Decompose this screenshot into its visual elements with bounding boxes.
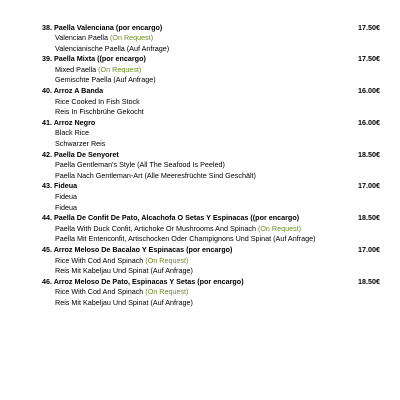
item-translation [0, 224, 400, 235]
item-name: 43. Fideua [42, 181, 78, 191]
translation-text: Reis Mit Kabeljau Und Spinat (Auf Anfrage) [55, 266, 193, 276]
item-translation [0, 192, 400, 203]
item-price: 16.00€ [358, 117, 380, 127]
translation-text: Mixed Paella [55, 64, 99, 74]
translation-text: Paella Mit Entenconfit, Artischocken Oder Champignons Und Spinat (Auf Anfrage) [55, 234, 316, 244]
item-price: 18.50€ [358, 276, 380, 286]
item-translation [0, 266, 400, 277]
translation-text: Reis In Fischbrühe Gekocht [55, 107, 144, 117]
menu-item [0, 54, 400, 86]
item-translation [0, 128, 400, 139]
item-price: 16.00€ [358, 86, 380, 96]
item-price: 18.50€ [358, 213, 380, 223]
menu-item [0, 23, 400, 55]
item-name: 45. Arroz Meloso De Bacalao Y Espinacas (por encargo) [42, 244, 233, 254]
item-price: 18.50€ [358, 149, 380, 159]
item-translation [0, 287, 400, 298]
translation-text: Gemischte Paella (Auf Anfrage) [55, 75, 156, 85]
translation-text: Schwarzer Reis [55, 139, 106, 149]
on-request-note: (On Request) [145, 287, 189, 297]
menu-item [0, 213, 400, 245]
translation-text: Paella Gentleman's Style (All The Seafood Is Peeled) [55, 160, 225, 170]
on-request-note: (On Request) [257, 223, 302, 233]
menu-item [0, 86, 400, 118]
on-request-note: (On Request) [110, 33, 154, 43]
menu-item [0, 181, 400, 213]
item-name: 42. Paella De Senyoret [42, 149, 119, 159]
item-translation [0, 256, 400, 267]
item-translation [0, 107, 400, 118]
item-translation [0, 33, 400, 44]
translation-text: Rice With Cod And Spinach [55, 287, 146, 297]
item-price: 17.50€ [358, 22, 380, 32]
on-request-note: (On Request) [98, 64, 142, 74]
item-translation [0, 75, 400, 86]
item-name: 40. Arroz A Banda [42, 86, 104, 96]
translation-text: Fideua [55, 202, 77, 212]
translation-text: Fideua [55, 192, 77, 201]
menu-list [0, 23, 400, 309]
item-name: 38. Paella Valenciana (por encargo) [42, 22, 163, 32]
item-translation [0, 160, 400, 171]
translation-text: Reis Mit Kabeljau Und Spinat (Auf Anfrage) [55, 297, 193, 307]
on-request-note: (On Request) [145, 255, 189, 265]
translation-text: Black Rice [55, 128, 89, 138]
menu-item [0, 277, 400, 309]
item-translation [0, 171, 400, 182]
item-translation [0, 139, 400, 150]
menu-item [0, 150, 400, 182]
translation-text: Paella Nach Gentleman-Art (Alle Meeresfrüchte Sind Geschält) [55, 170, 256, 180]
item-price: 17.00€ [358, 181, 380, 191]
item-name: 41. Arroz Negro [42, 117, 96, 127]
menu-item [0, 245, 400, 277]
item-price: 17.50€ [358, 54, 380, 64]
item-translation [0, 97, 400, 108]
menu-item [0, 118, 400, 150]
item-translation [0, 234, 400, 245]
translation-text: Valencian Paella [55, 33, 111, 43]
translation-text: Paella With Duck Confit, Artichoke Or Mushrooms And Spinach [55, 223, 258, 233]
item-name: 46. Arroz Meloso De Pato, Espinacas Y Setas (por encargo) [42, 276, 244, 286]
item-translation [0, 298, 400, 309]
translation-text: Rice Cooked In Fish Stock [55, 96, 140, 106]
item-name: 44. Paella De Confit De Pato, Alcachofa O Setas Y Espinacas ((por encargo) [42, 213, 300, 223]
translation-text: Valencianische Paella (Auf Anfrage) [55, 43, 170, 53]
item-translation [0, 203, 400, 214]
item-translation [0, 65, 400, 76]
translation-text: Rice With Cod And Spinach [55, 255, 146, 265]
item-price: 17.00€ [358, 244, 380, 254]
item-name: 39. Paella Mixta ((por encargo) [42, 54, 146, 64]
item-translation [0, 44, 400, 55]
